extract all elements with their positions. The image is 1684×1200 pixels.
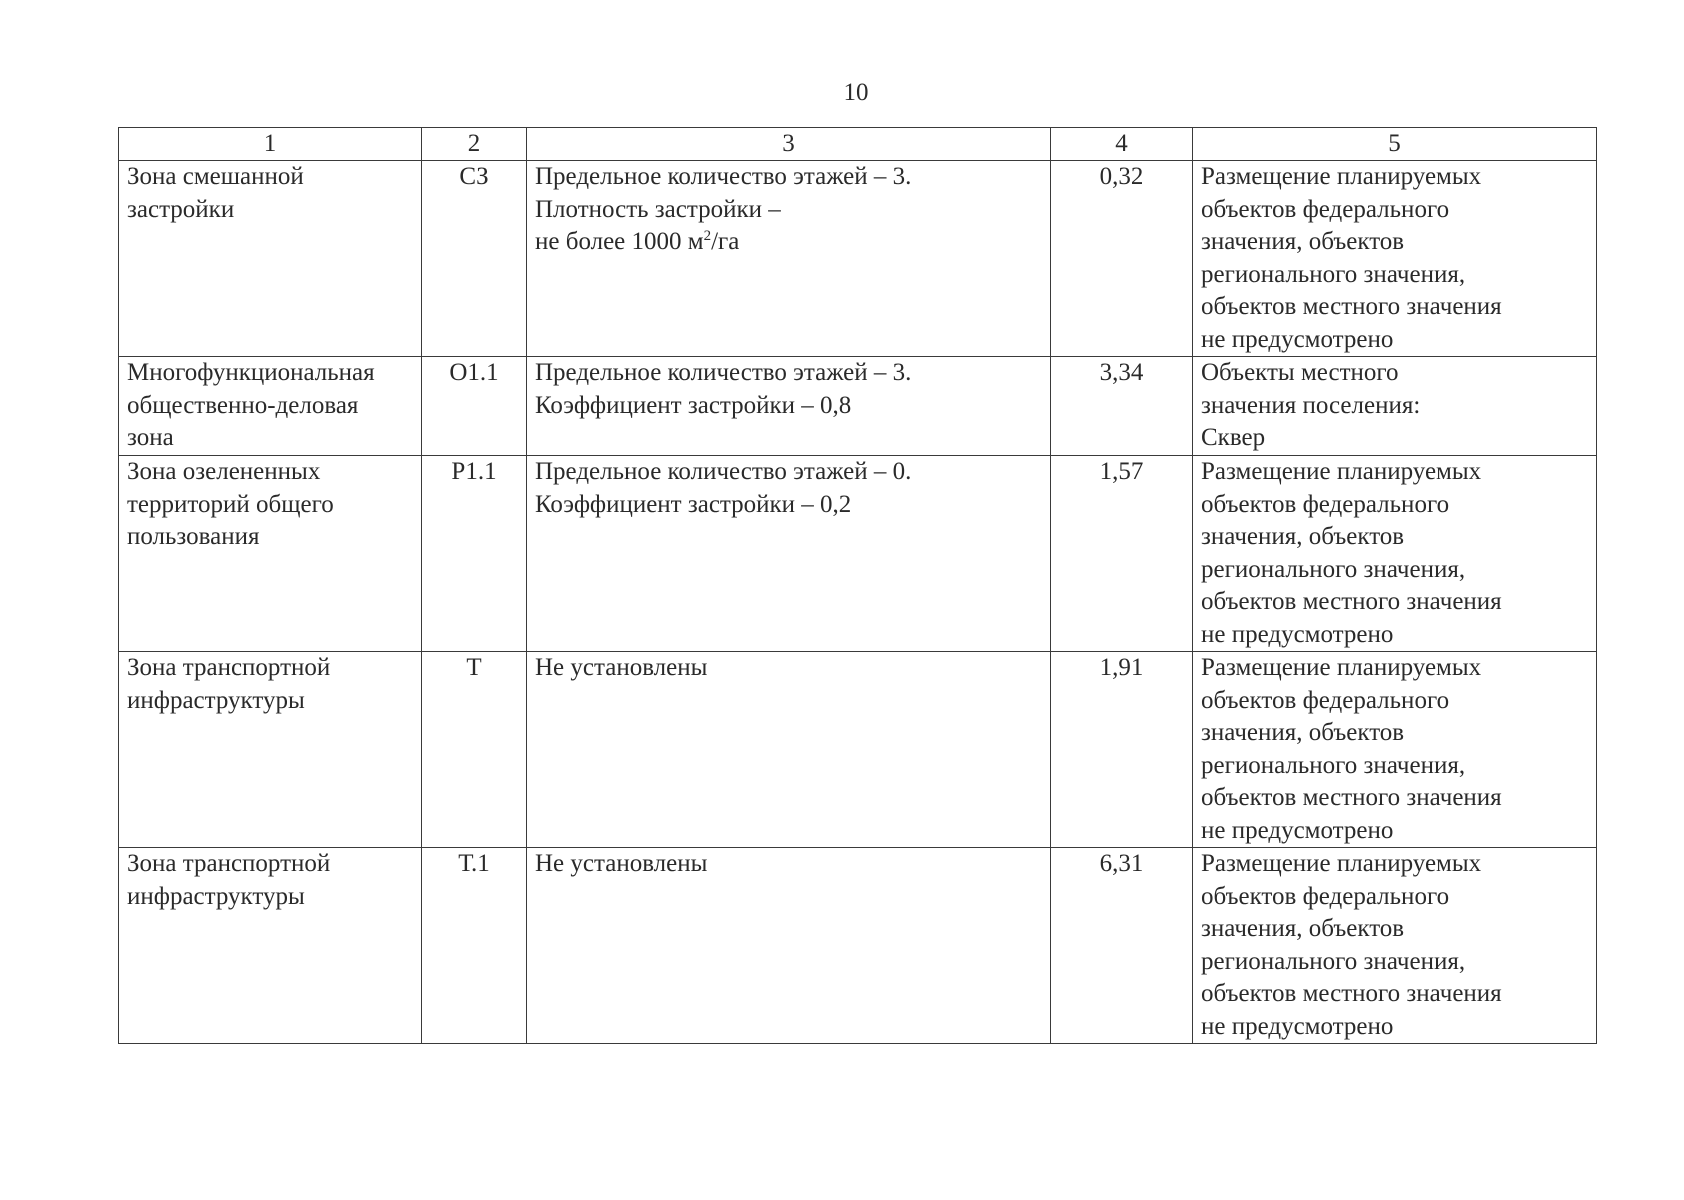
zone-area-cell: 1,57 <box>1051 456 1193 652</box>
page-number: 10 <box>843 79 869 106</box>
zone-code-cell: Т.1 <box>422 848 527 1044</box>
zone-code-cell: СЗ <box>422 161 527 357</box>
table-row <box>119 848 1597 1044</box>
objects-line: значения поселения: <box>1201 391 1421 419</box>
zone-objects-cell <box>1193 161 1597 357</box>
zone-code-cell: Т <box>422 652 527 848</box>
zone-area-cell: 6,31 <box>1051 848 1193 1044</box>
objects-line: объектов федерального <box>1201 490 1450 518</box>
objects-line: объектов федерального <box>1201 195 1450 223</box>
zone-name-cell <box>119 848 422 1044</box>
zone-code-cell: Р1.1 <box>422 456 527 652</box>
objects-line: Размещение планируемых <box>1201 163 1482 190</box>
params-line: Не установлены <box>535 654 708 681</box>
zone-objects-cell <box>1193 357 1597 456</box>
objects-line: объектов местного значения <box>1201 293 1502 320</box>
objects-line: значения, объектов <box>1201 719 1405 746</box>
objects-line: значения, объектов <box>1201 915 1405 942</box>
zone-name-line: Зона транспортной <box>127 850 331 877</box>
table-row <box>119 456 1597 652</box>
params-line <box>535 226 1042 259</box>
objects-line: Объекты местного <box>1201 359 1399 386</box>
params-line: Предельное количество этажей – 3. <box>535 359 912 386</box>
table-row <box>119 161 1597 357</box>
objects-line: объектов федерального <box>1201 882 1450 910</box>
objects-line: регионального значения, <box>1201 947 1466 975</box>
objects-line: не предусмотрено <box>1201 816 1394 844</box>
zone-params-cell <box>527 652 1051 848</box>
params-line: Плотность застройки – <box>535 195 781 223</box>
zones-table <box>118 127 1597 1044</box>
params-line: Предельное количество этажей – 0. <box>535 458 912 485</box>
objects-line: не предусмотрено <box>1201 1012 1394 1040</box>
objects-line: объектов местного значения <box>1201 980 1502 1007</box>
column-header-4: 4 <box>1051 128 1193 161</box>
objects-line: объектов федерального <box>1201 686 1450 714</box>
zone-name-line: общественно-деловая <box>127 391 359 419</box>
zone-params-cell <box>527 456 1051 652</box>
zone-params-cell <box>527 357 1051 456</box>
column-header-5: 5 <box>1193 128 1597 161</box>
objects-line: значения, объектов <box>1201 523 1405 550</box>
zone-objects-cell <box>1193 652 1597 848</box>
zone-name-line: Зона смешанной <box>127 163 304 190</box>
objects-line: Размещение планируемых <box>1201 654 1482 681</box>
zone-name-cell <box>119 357 422 456</box>
zone-name-line: пользования <box>127 523 260 550</box>
column-header-2: 2 <box>422 128 527 161</box>
zone-objects-cell <box>1193 848 1597 1044</box>
zone-name-line: Многофункциональная <box>127 359 375 386</box>
zone-name-line: инфраструктуры <box>127 686 305 714</box>
zone-name-line: Зона озелененных <box>127 458 321 485</box>
zone-name-line: Зона транспортной <box>127 654 331 681</box>
objects-line: объектов местного значения <box>1201 784 1502 811</box>
params-line: Коэффициент застройки – 0,2 <box>535 490 852 518</box>
table-row <box>119 357 1597 456</box>
zone-name-cell <box>119 652 422 848</box>
column-header-1: 1 <box>119 128 422 161</box>
zone-area-cell: 1,91 <box>1051 652 1193 848</box>
column-header-3: 3 <box>527 128 1051 161</box>
params-line: Коэффициент застройки – 0,8 <box>535 391 852 419</box>
objects-line: не предусмотрено <box>1201 325 1394 353</box>
table-row <box>119 652 1597 848</box>
objects-line: регионального значения, <box>1201 260 1466 288</box>
objects-line: Сквер <box>1201 424 1266 451</box>
params-unit: /га <box>711 228 740 255</box>
zone-objects-cell <box>1193 456 1597 652</box>
objects-line: Размещение планируемых <box>1201 850 1482 877</box>
header-row <box>119 128 1597 161</box>
params-line: Не установлены <box>535 850 708 877</box>
zone-code-cell: О1.1 <box>422 357 527 456</box>
zone-name-cell <box>119 161 422 357</box>
zone-name-cell <box>119 456 422 652</box>
objects-line: регионального значения, <box>1201 751 1466 779</box>
zone-name-line: территорий общего <box>127 490 334 518</box>
objects-line: значения, объектов <box>1201 228 1405 255</box>
params-line: Предельное количество этажей – 3. <box>535 163 912 190</box>
params-text: не более 1000 м <box>535 228 704 255</box>
zone-area-cell: 0,32 <box>1051 161 1193 357</box>
objects-line: Размещение планируемых <box>1201 458 1482 485</box>
superscript: 2 <box>703 228 712 244</box>
objects-line: регионального значения, <box>1201 555 1466 583</box>
zone-name-line: застройки <box>127 195 235 223</box>
zone-params-cell <box>527 848 1051 1044</box>
objects-line: объектов местного значения <box>1201 588 1502 615</box>
objects-line: не предусмотрено <box>1201 620 1394 648</box>
zone-params-cell <box>527 161 1051 357</box>
zone-name-line: инфраструктуры <box>127 882 305 910</box>
zone-name-line: зона <box>127 424 174 451</box>
zone-area-cell: 3,34 <box>1051 357 1193 456</box>
